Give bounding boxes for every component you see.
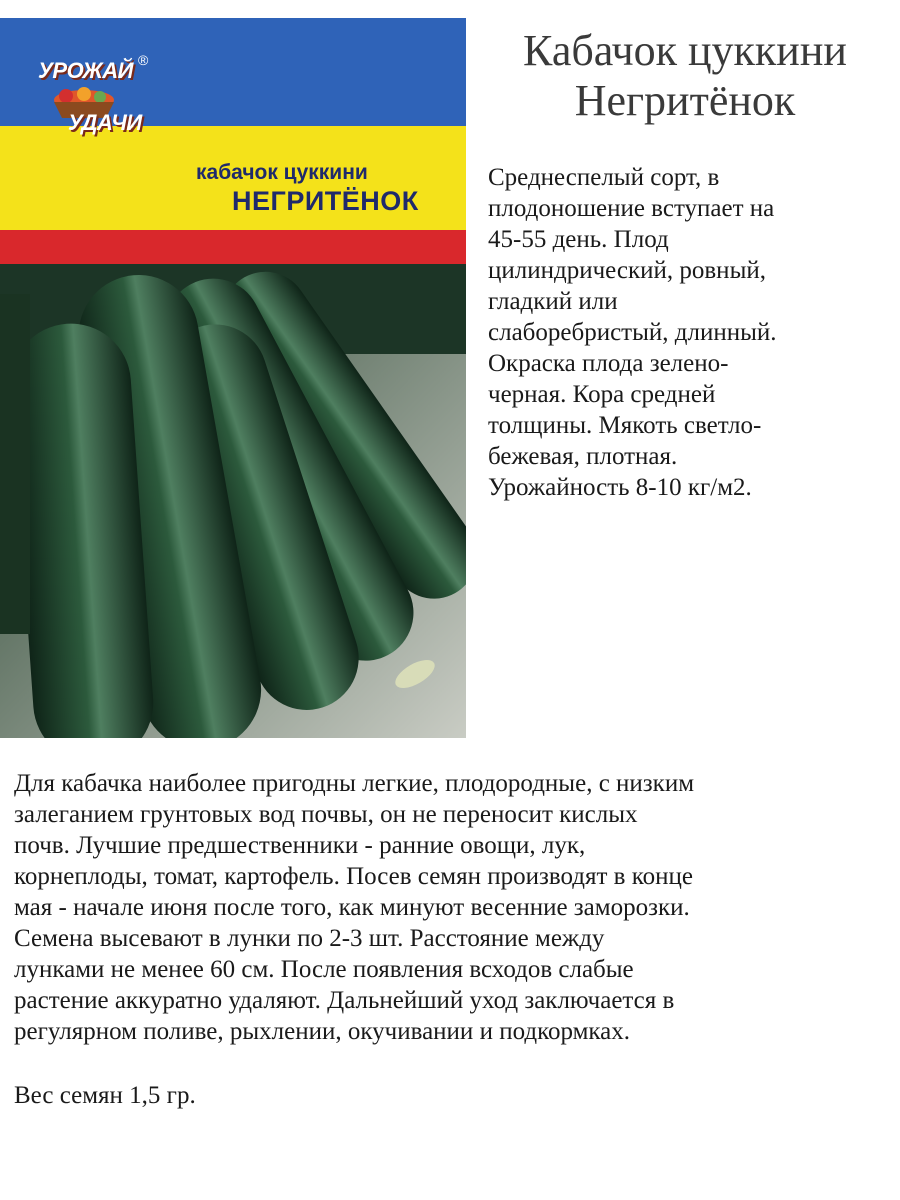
variety-description: Среднеспелый сорт, в плодоношение вступает на 45-55 день. Плод цилиндрический, ровный, гладкий или слаборебристый, длинный. Окраска плода зелено- черная. Кора средней толщины. Мякоть светло- бежевая, плотная. Урожайность 8-10 кг/м2.	[488, 164, 777, 501]
packet-variety-type: кабачок цуккини	[196, 161, 368, 184]
product-title	[470, 26, 900, 126]
zucchini-photo	[0, 264, 466, 738]
product-title-line1: Кабачок цуккини	[523, 26, 847, 75]
packet-red-band	[0, 230, 466, 264]
packet-variety-name: НЕГРИТЁНОК	[232, 186, 419, 216]
product-title-line2: Негритёнок	[574, 76, 796, 125]
brand-logo-bottom: УДАЧИ	[68, 110, 142, 135]
seed-packet-image	[0, 18, 466, 738]
brand-logo	[30, 48, 160, 158]
brand-logo-top: УРОЖАЙ	[38, 58, 133, 83]
registered-mark: ®	[138, 52, 149, 68]
seed-weight: Вес семян 1,5 гр.	[14, 1082, 196, 1109]
growing-instructions: Для кабачка наиболее пригодны легкие, плодородные, с низким залеганием грунтовых вод почвы, он не переносит кислых почв. Лучшие предшественники - ранние овощи, лук, корнеплоды, томат, картофель. Посев семян производят в конце мая - начале июня после того, как минуют весенние заморозки. Семена высевают в лунки по 2-3 шт. Расстояние между лунками не менее 60 см. После появления всходов слабые растение аккуратно удаляют. Дальнейший уход заключается в регулярном поливе, рыхлении, окучивании и подкормках.	[14, 770, 695, 1045]
